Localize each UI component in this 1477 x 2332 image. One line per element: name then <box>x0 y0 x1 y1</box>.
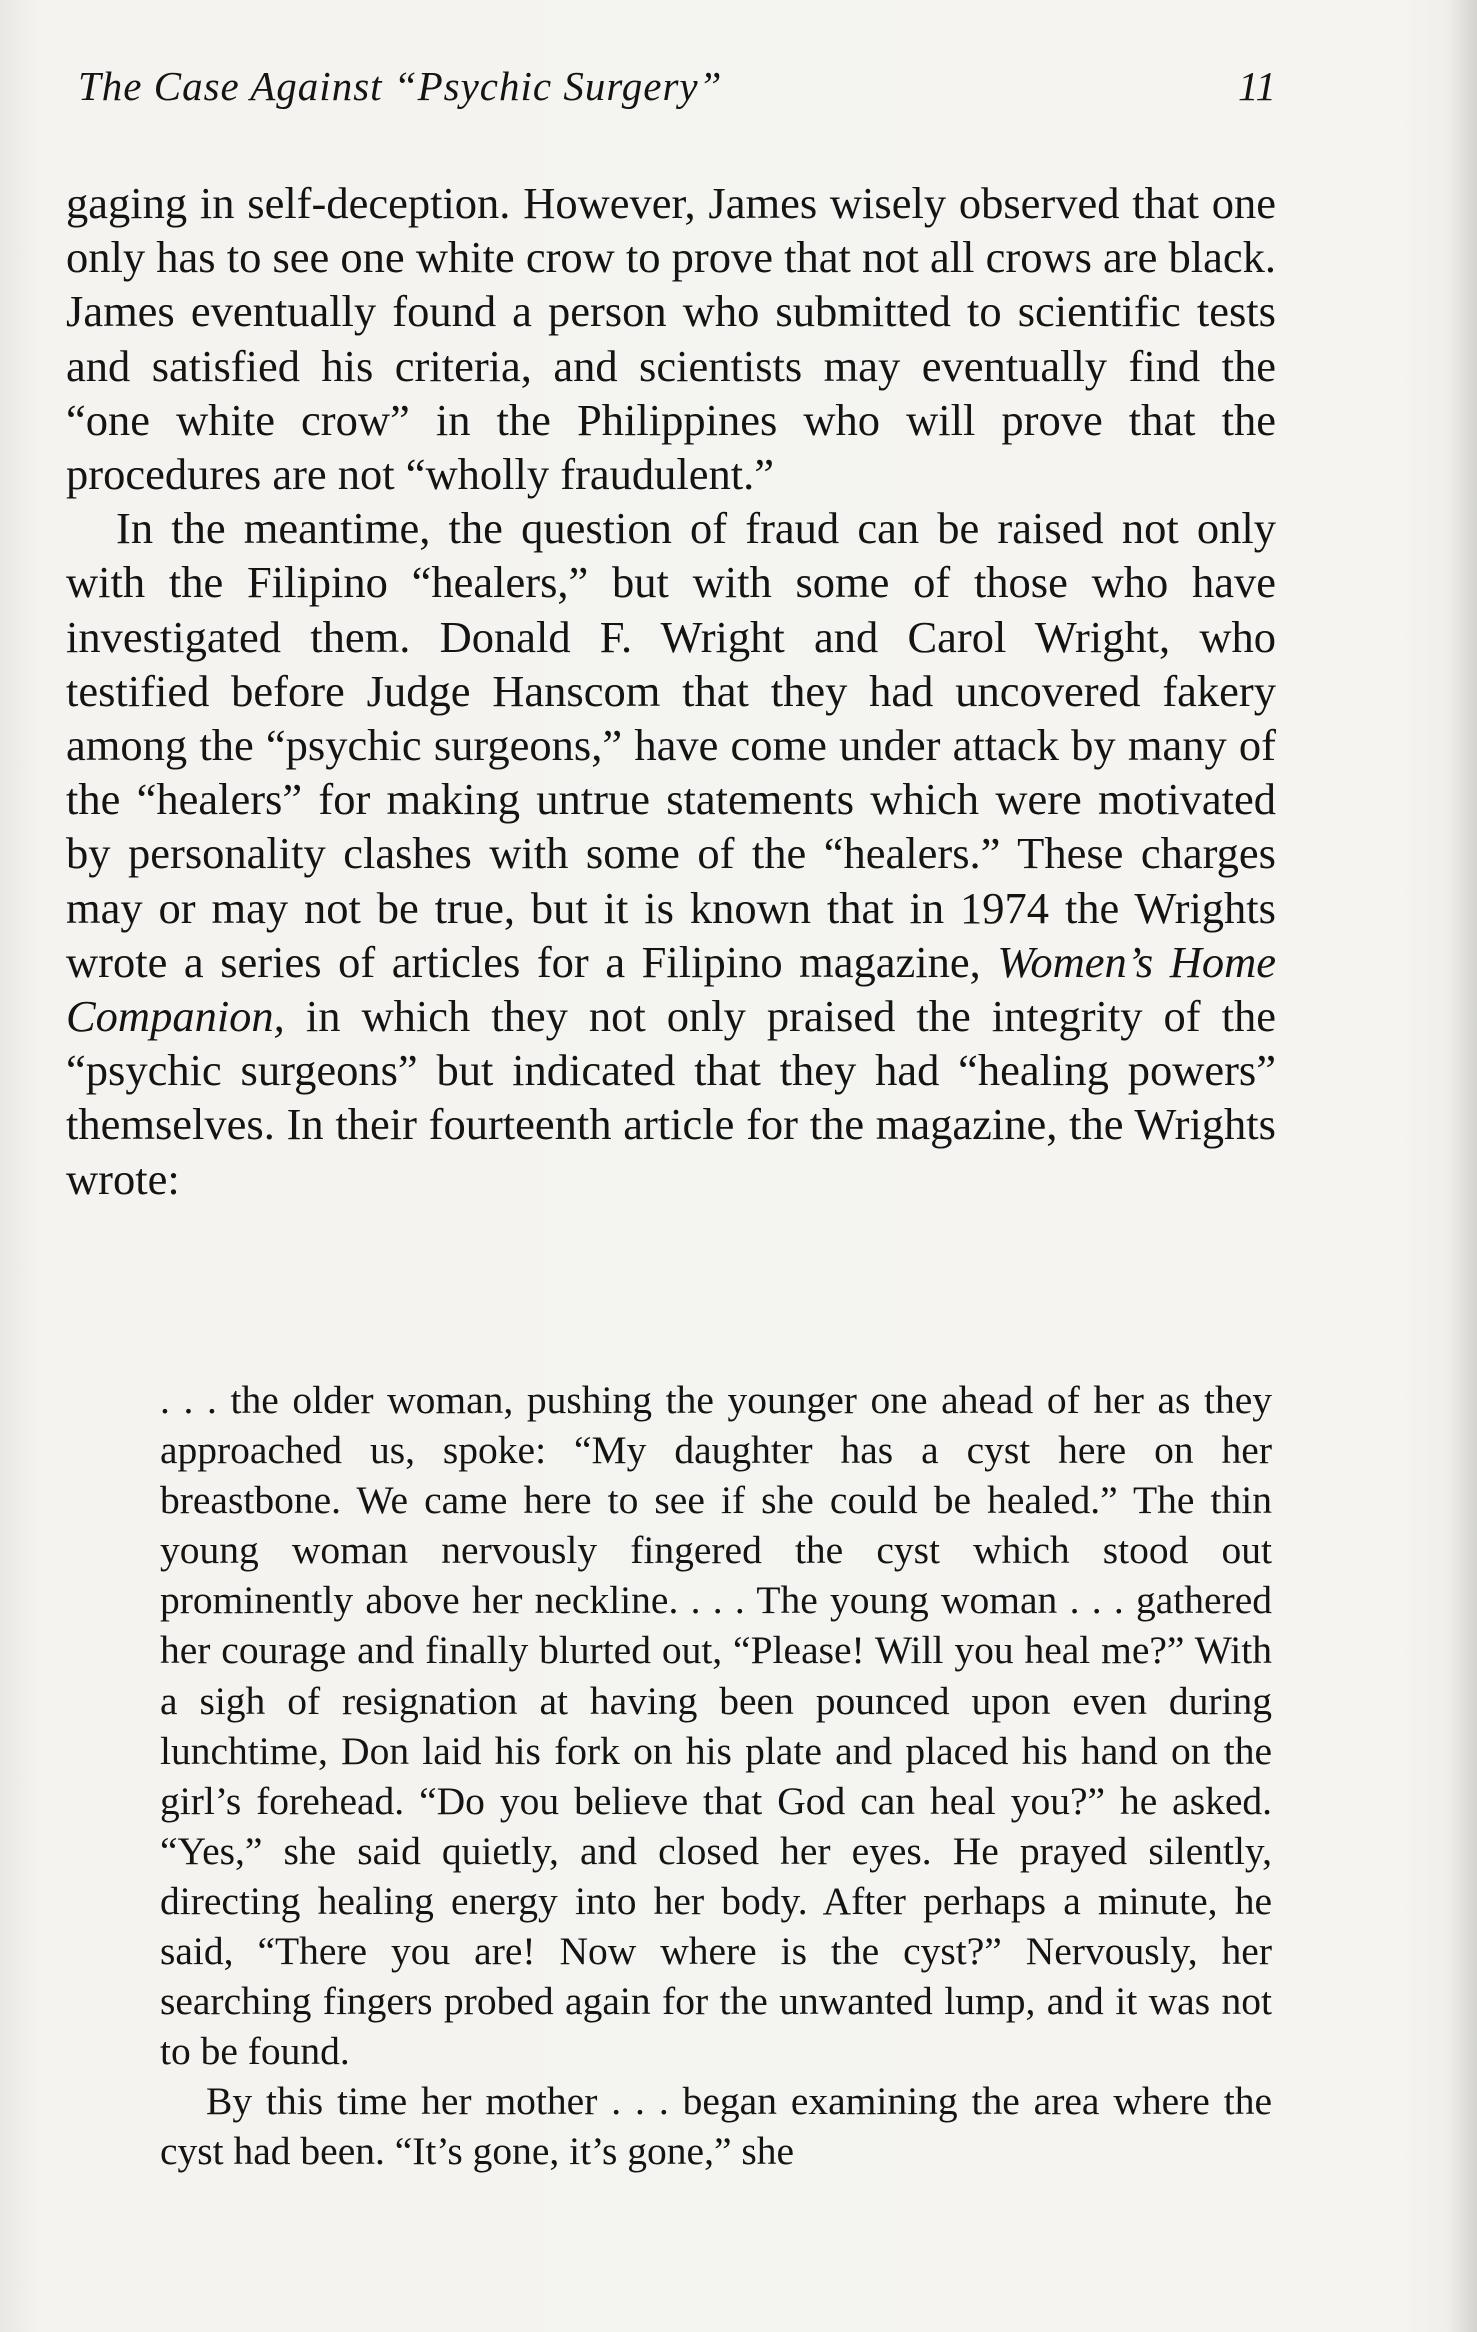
running-header <box>66 62 1276 122</box>
quote-paragraph-2: By this time her mother . . . began examining the area where the cyst had been. “It’s gone, it’s gone,” she <box>160 2079 1272 2174</box>
paragraph-continuation: gaging in self-deception. However, James wisely observed that one only has to see one white crow to prove that not all crows are black. James eventually found a person who submitted to scientific tests and satisfied his criteria, and scientists may eventually find the “one white crow” in the Philippines who will prove that the procedures are not “wholly fraudulent.” <box>66 178 1276 500</box>
paragraph-wrights <box>66 501 1276 1206</box>
magazine-title: Women’s Home Companion, <box>66 936 1277 1042</box>
page-spine-shadow <box>1447 0 1477 2332</box>
paragraph-wrights-text-1: In the meantime, the question of fraud can be raised not only with the Filipino “healers,” but with some of those who have investigated them. Donald F. Wright and Carol Wright, who testified before Judge Hanscom that they had uncovered fakery among the “psychic surgeons,” have come under attack by many of the “healers” for making untrue statements which were motivated by personality clashes with some of the “healers.” These charges may or may not be true, but it is known that in 1974 the Wrights wrote a series of articles for a Filipino magazine, <box>66 503 1276 987</box>
block-quote <box>160 1375 1272 2177</box>
page-number: 11 <box>1238 63 1276 109</box>
main-text <box>66 176 1276 1206</box>
running-title: The Case Against “Psychic Surgery” <box>78 63 723 109</box>
paragraph-wrights-text-2: in which they not only praised the integrity of the “psychic surgeons” but indicated that they had “healing powers” themselves. In their fourteenth article for the magazine, the Wrights wrote: <box>66 991 1276 1204</box>
quote-paragraph-1: . . . the older woman, pushing the younger one ahead of her as they approached us, spoke: “My daughter has a cyst here on her breastbone. We came here to see if she could be healed.” The thin young woman nervously fingered the cyst which stood out prominently above her neckline. . . . The young woman . . . gathered her courage and finally blurted out, “Please! Will you heal me?” With a sigh of resignation at having been pounced upon even during lunchtime, Don laid his fork on his plate and placed his hand on the girl’s forehead. “Do you believe that God can heal you?” he asked. “Yes,” she said quietly, and closed her eyes. He prayed silently, directing healing energy into her body. After perhaps a minute, he said, “There you are! Now where is the cyst?” Nervously, her searching fingers probed again for the unwanted lump, and it was not to be found. <box>160 1378 1272 2074</box>
